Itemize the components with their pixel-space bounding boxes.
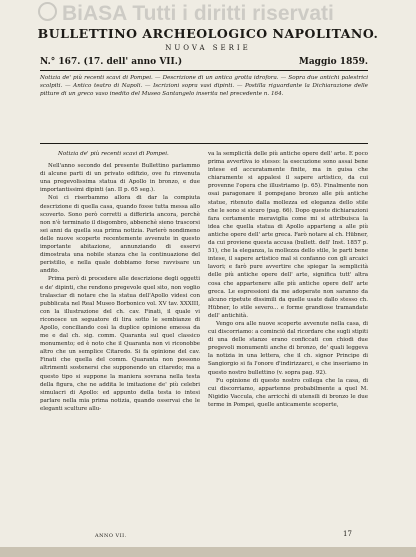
journal-title: BULLETTINO ARCHEOLOGICO NAPOLITANO. — [37, 26, 379, 41]
issue-line — [40, 57, 368, 67]
paragraph: Fu opinione di questo nostro collega che la casa, di cui discorriamo, appartenne probabilmente a quel M. Nigidio Vaccula, che arricchì di utensili di bronzo le due terme in Pompei, quelle anticamente scoperte, — [208, 377, 368, 408]
issue-number: N.° 167. (17. dell' anno VII.) — [40, 57, 183, 67]
page-edge — [0, 547, 416, 557]
page-number: 17 — [343, 530, 352, 538]
paragraph: Prima però di procedere alle descrizione degli oggetti e de' dipinti, che rendono pregevole quel sito, non voglio tralasciar di notare che la statua dell'Apollo videsi con pubblicata nel Real Museo Borbonico vol. XV tav. XXXIII, con la illustrazione del ch. cav. Finati, il quale vi riconosce un seguatore di lira sotto le sembianze di Apollo, conciliando così la duplice opinione emessa da me e dal ch. sig. comm. Quaranta sul quel classico monumento; ed è noto che il Quaranta non vi riconobbe altro che un semplice Citaredo. Si fa opinione del cav. Finati che quella del comm. Quaranta non possono altrimenti sostenersi che supponendo un citaredo; ma a questo tipo si suppone la maniera sovrana nella testa della figura, che ne addita le imitazione de' più celebri simulacri di Apollo: ed appunto della testa io intesi parlare nella mia prima notizia, quando osservai che le eleganti sculture allu- — [40, 276, 200, 412]
biasa-logo-icon — [38, 2, 57, 21]
journal-subtitle: NUOVA SERIE — [165, 44, 251, 52]
summary-rule — [40, 143, 368, 144]
signature-mark: ANNO VII. — [95, 533, 127, 539]
issue-date: Maggio 1859. — [298, 57, 368, 67]
paragraph: Vengo ora alle nuove scoperte avvenute nella casa, di cui discorriamo: a cominciò dal ricordare che sugli stipiti di una delle stanze erano conficcati con chiodi due pregevoli monumenti anche di bronzo, de' quali leggeva la notizia in una lettera, che il ch. signor Principe di Sangiorgio si fa l'onore d'indirizzarci, e che inseriamo in questo nostro bullettino (v. sopra pag. 92). — [208, 320, 368, 376]
watermark-text: BiASA Tutti i diritti riservati — [62, 2, 334, 25]
watermark — [38, 2, 334, 26]
paragraph: Nell'anno secondo del presente Bullettino parlammo di alcune parti di un privato edifizio, ove fu rinvenuta una pregevolissima statua di Apollo in bronzo, e due importantissimi dipinti (an. II p. 65 seg.). — [40, 163, 200, 194]
right-column — [208, 150, 368, 409]
paragraph: Noi ci riserbammo allora di dar la compiuta descrizione di quella casa, quando fosse tutta messa allo scoverto. Sono però corretti a differirla ancora, perchè non n'è terminato il disgombro, abbenchè sieno trascorsi sei anni da quella sua prima notizia. Parlerò nondimeno delle nuove scoperte recentemente avvenute in questo importante abitazione, annunziando di esservi dimostrata una nobile stanza che la continuazione del peristilio, e nella quale dobbiamo forse ravvisare un andito. — [40, 195, 200, 275]
paragraph: va la semplicità delle più antiche opere dell' arte. E poco prima avvertiva io stesso: la esecuzione sono assai bene intese ed accuratamente finite, ma in guisa che chiaramente si appalesi il sapere artistico, da cui provenne l'opera che illustriamo (p. 65). Finalmente non osai paragonare il pompejano bronzo alle più antiche statue, ritenuto dalla mollezza ed eleganza dello stile che le sono si sicuro (pag. 66). Dopo queste dichiarazioni fara certamente meraviglia come mi si attribuisca la idea che quella statua di Apollo apparteng a alle più antiche opere dell' arte greca. Farò notare al ch. Hübner, da cui proviene questa accusa (bullett. dell' Inst. 1857 p. 51), che la eleganza, la mollezza dello stile, le parti bene intese, il sapere artistico mal si confanno con gli arcaici lavori; e farò pure avvertire che spiegar la semplicità delle più antiche opere dell' arte, significa tutt' altra cosa che appartenere alle più antiche opere dell' arte greca. Le espressioni da me adoperate non saranno da alcuno ripetute dissimili da quelle usate dallo stesso ch. Hübner, lo stile severo... e forme grandiose tramandate dell' antichità. — [208, 151, 368, 319]
issue-summary: Notizia de' più recenti scavi di Pompei. — Descrizione di un antica grotta idrofora. — Sopra due antichi palestrici scolpiti. — Antico teatro di Napoli. — Iscrizioni sopra vasi dipinti. — Postilla riguardante la Dichiarazione delle pitture di un greco vaso inedito del Museo Santangelo inserita nel precedente n. 164. — [40, 75, 368, 97]
left-column — [40, 150, 200, 413]
header-rule — [40, 70, 368, 71]
article-heading: Notizia de' più recenti scavi di Pompei. — [58, 151, 169, 157]
